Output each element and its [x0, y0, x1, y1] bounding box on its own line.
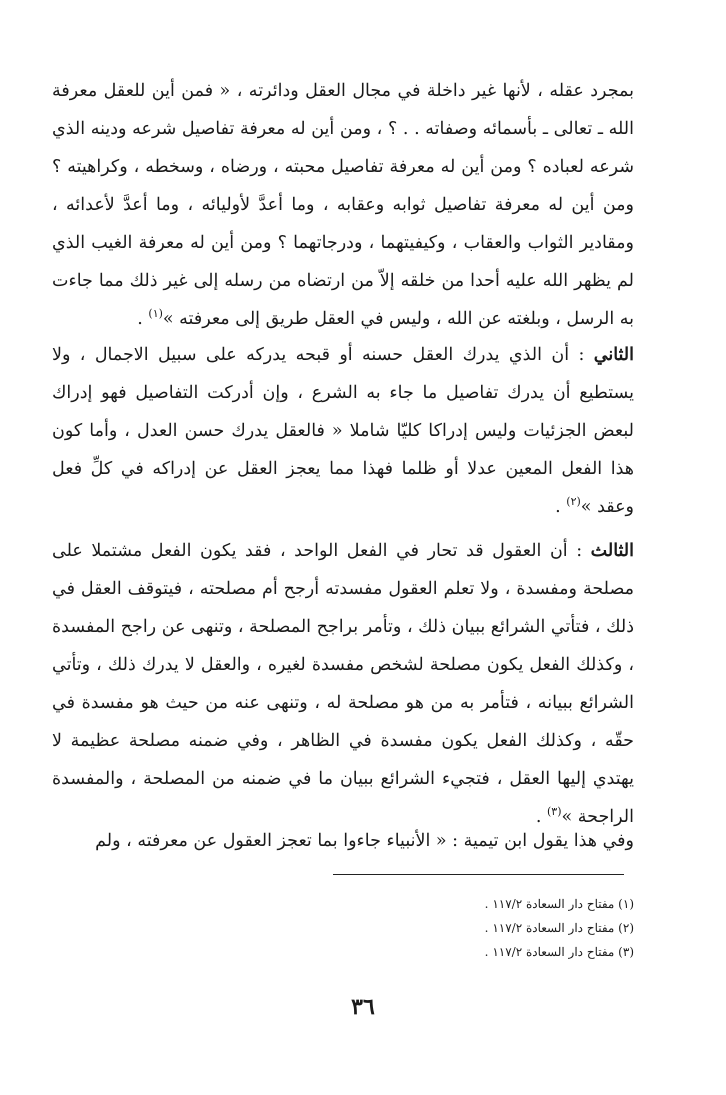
footnote-divider	[333, 874, 624, 875]
footnote-1: (١) مفتاح دار السعادة ١١٧/٢ .	[484, 897, 634, 911]
paragraph-3-heading: الثالث	[590, 541, 634, 561]
paragraph-4	[52, 822, 634, 860]
paragraph-1	[52, 72, 634, 338]
paragraph-3-end: .	[535, 807, 547, 827]
footnotes	[300, 892, 634, 964]
paragraph-1-end: .	[137, 309, 149, 329]
paragraph-4-text: وفي هذا يقول ابن تيمية : « الأنبياء جاءوا بما تعجز العقول عن معرفته ، ولم	[95, 831, 634, 851]
paragraph-2	[52, 336, 634, 526]
paragraph-2-end: .	[555, 497, 567, 517]
footnote-ref-3: (٣)	[547, 805, 562, 819]
paragraph-2-text: : أن الذي يدرك العقل حسنه أو قبحه يدركه على سبيل الاجمال ، ولا يستطيع أن يدرك تفاصيل ما جاء به الشرع ، وإن أدركت التفاصيل فهو إدراك لبعض الجزئيات وليس إدراكا كليّا شاملا « فالعقل يدرك حسن العدل ، وأما كون هذا الفعل المعين عدلا أو ظلما فهذا مما يعجز العقل عن إدراكه في كلِّ فعل وعقد »	[52, 345, 634, 517]
footnote-2: (٢) مفتاح دار السعادة ١١٧/٢ .	[484, 921, 634, 935]
footnote-ref-1: (١)	[148, 307, 163, 321]
page-number: ٣٦	[351, 994, 375, 1020]
footnote-3: (٣) مفتاح دار السعادة ١١٧/٢ .	[484, 945, 634, 959]
footnote-ref-2: (٢)	[566, 495, 581, 509]
paragraph-3-text: : أن العقول قد تحار في الفعل الواحد ، فقد يكون الفعل مشتملا على مصلحة ومفسدة ، ولا تعلم العقول مفسدته أرجح أم مصلحته ، فيتوقف العقل في ذلك ، فتأتي الشرائع ببيان ذلك ، وتأمر براجح المصلحة ، وتنهى عن راجح المفسدة ، وكذلك الفعل يكون مصلحة لشخص مفسدة لغيره ، والعقل لا يدرك ذلك ، وتأتي الشرائع ببيانه ، فتأمر به من هو مصلحة له ، وتنهى عنه من حيث هو مفسدة في حقّه ، وكذلك الفعل يكون مفسدة في الظاهر ، وفي ضمنه مصلحة عظيمة لا يهتدي إليها العقل ، فتجيء الشرائع ببيان ما في ضمنه من المصلحة ، والمفسدة الراجحة »	[52, 541, 634, 827]
paragraph-1-text: بمجرد عقله ، لأنها غير داخلة في مجال العقل ودائرته ، « فمن أين للعقل معرفة الله ـ تعالى ـ بأسمائه وصفاته . . ؟ ، ومن أين له معرفة تفاصيل شرعه ودينه الذي شرعه لعباده ؟ ومن أين له معرفة تفاصيل محبته ، ورضاه ، وسخطه ، وكراهيته ؟ ومن أين له معرفة تفاصيل ثوابه وعقابه ، وما أعدَّ لأوليائه ، وما أعدَّ لأعدائه ، ومقادير الثواب والعقاب ، وكيفيتهما ، ودرجاتهما ؟ ومن أين له معرفة الغيب الذي لم يظهر الله عليه أحدا من خلقه إلاّ من ارتضاه من رسله إلى غير ذلك مما جاءت به الرسل ، وبلغته عن الله ، وليس في العقل طريق إلى معرفته »	[52, 81, 634, 329]
paragraph-3	[52, 532, 634, 836]
paragraph-2-heading: الثاني	[593, 345, 634, 365]
